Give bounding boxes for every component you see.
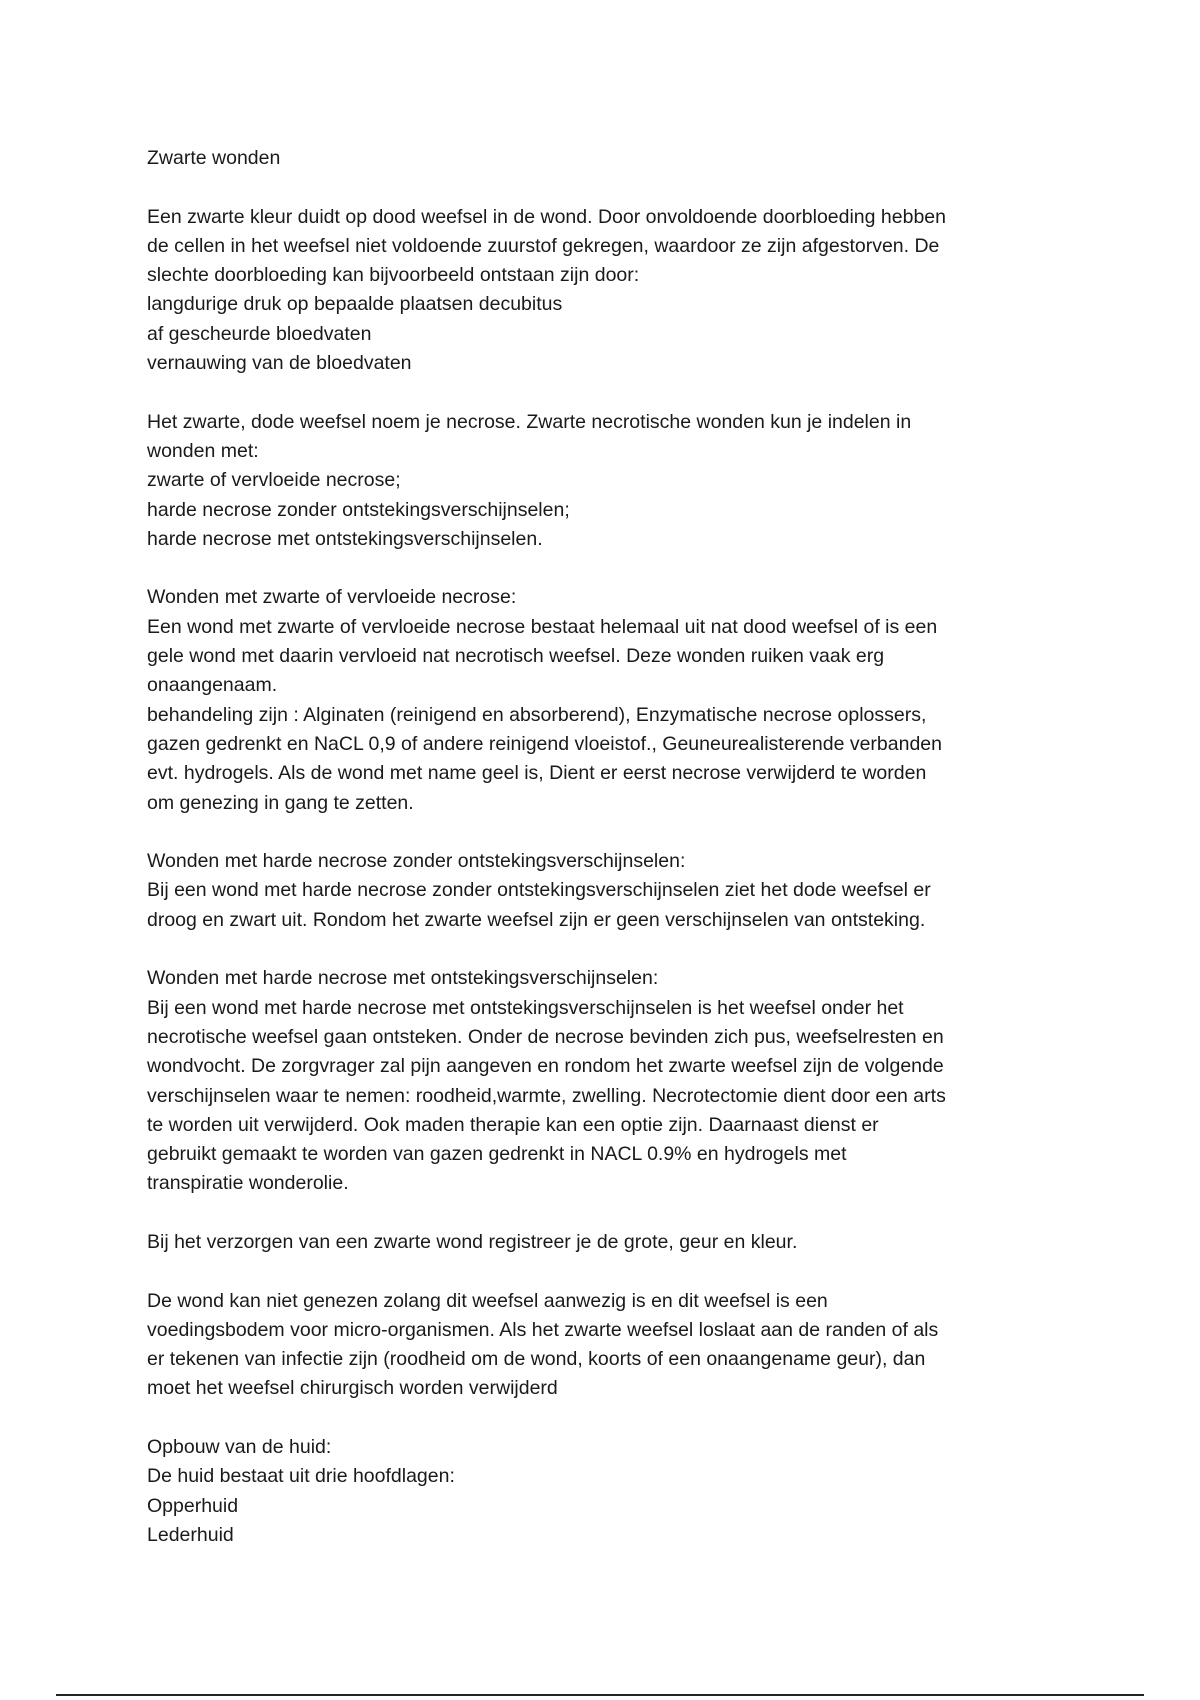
text-line: te worden uit verwijderd. Ook maden therapie kan een optie zijn. Daarnaast dienst er (147, 1113, 879, 1136)
section-heading: Wonden met harde necrose zonder ontstekingsverschijnselen: (147, 850, 686, 873)
section-heading: Wonden met zwarte of vervloeide necrose: (147, 586, 517, 609)
paragraph-gap (147, 554, 1077, 583)
text-line: gazen gedrenkt en NaCL 0,9 of andere reinigend vloeistof., Geuneurealisterende verbanden (147, 732, 942, 755)
paragraph-vervloeide-necrose (147, 583, 1077, 817)
list-item: zwarte of vervloeide necrose; (147, 469, 401, 492)
text-line: Een zwarte kleur duidt op dood weefsel in de wond. Door onvoldoende doorbloeding hebben (147, 205, 946, 228)
text-line: Bij het verzorgen van een zwarte wond registreer je de grote, geur en kleur. (147, 1230, 798, 1253)
text-line: Het zwarte, dode weefsel noem je necrose. Zwarte necrotische wonden kun je indelen in (147, 410, 912, 433)
paragraph-verzorgen (147, 1228, 1077, 1257)
text-line: de cellen in het weefsel niet voldoende zuurstof gekregen, waardoor ze zijn afgestorven. De (147, 234, 940, 257)
document-title: Zwarte wonden (147, 147, 281, 169)
text-line: slechte doorbloeding kan bijvoorbeeld ontstaan zijn door: (147, 264, 640, 287)
paragraph-harde-necrose-met (147, 964, 1077, 1198)
paragraph-gap (147, 935, 1077, 964)
text-line: necrotische weefsel gaan ontsteken. Onder de necrose bevinden zich pus, weefselresten en (147, 1025, 944, 1048)
list-item: langdurige druk op bepaalde plaatsen decubitus (147, 293, 563, 316)
paragraph-genezing (147, 1287, 1077, 1404)
text-line: Bij een wond met harde necrose zonder ontstekingsverschijnselen ziet het dode weefsel er (147, 879, 931, 902)
text-line: verschijnselen waar te nemen: roodheid,warmte, zwelling. Necrotectomie dient door een arts (147, 1084, 946, 1107)
paragraph-gap (147, 1257, 1077, 1286)
text-line: transpiratie wonderolie. (147, 1172, 349, 1195)
text-line: onaangenaam. (147, 674, 278, 697)
paragraph-necrose-types (147, 408, 1077, 554)
list-item: harde necrose met ontstekingsverschijnselen. (147, 527, 543, 550)
section-heading: Opbouw van de huid: (147, 1436, 332, 1459)
document-page (147, 144, 1077, 1550)
list-item: harde necrose zonder ontstekingsverschijnselen; (147, 498, 570, 521)
text-line: droog en zwart uit. Rondom het zwarte weefsel zijn er geen verschijnselen van ontsteking. (147, 908, 926, 931)
paragraph-opbouw-huid (147, 1433, 1077, 1550)
text-line: gebruikt gemaakt te worden van gazen gedrenkt in NACL 0.9% en hydrogels met (147, 1143, 847, 1166)
list-item: Lederhuid (147, 1523, 234, 1546)
text-line: voedingsbodem voor micro-organismen. Als het zwarte weefsel loslaat aan de randen of als (147, 1318, 939, 1341)
text-line: gele wond met daarin vervloeid nat necrotisch weefsel. Deze wonden ruiken vaak erg (147, 645, 885, 668)
paragraph-intro (147, 203, 1077, 379)
text-line: moet het weefsel chirurgisch worden verwijderd (147, 1377, 558, 1400)
paragraph-gap (147, 1199, 1077, 1228)
paragraph-gap (147, 1404, 1077, 1433)
text-line: er tekenen van infectie zijn (roodheid om de wond, koorts of een onaangename geur), dan (147, 1348, 926, 1371)
paragraph-gap (147, 378, 1077, 407)
list-item: vernauwing van de bloedvaten (147, 352, 412, 375)
section-heading: Wonden met harde necrose met ontstekingsverschijnselen: (147, 967, 659, 990)
text-line: De wond kan niet genezen zolang dit weefsel aanwezig is en dit weefsel is een (147, 1289, 828, 1312)
text-line: Een wond met zwarte of vervloeide necrose bestaat helemaal uit nat dood weefsel of is een (147, 615, 938, 638)
text-line: Bij een wond met harde necrose met ontstekingsverschijnselen is het weefsel onder het (147, 996, 904, 1019)
text-line: wonden met: (147, 439, 259, 462)
paragraph-harde-necrose-zonder (147, 847, 1077, 935)
list-item: af gescheurde bloedvaten (147, 322, 372, 345)
text-line: De huid bestaat uit drie hoofdlagen: (147, 1465, 455, 1488)
text-line: behandeling zijn : Alginaten (reinigend en absorberend), Enzymatische necrose oplossers, (147, 703, 927, 726)
list-item: Opperhuid (147, 1494, 239, 1517)
footer-divider (56, 1694, 1144, 1696)
paragraph-gap (147, 818, 1077, 847)
text-line: om genezing in gang te zetten. (147, 791, 414, 814)
text-line: evt. hydrogels. Als de wond met name geel is, Dient er eerst necrose verwijderd te worden (147, 762, 927, 785)
paragraph-gap (147, 173, 1077, 202)
text-line: wondvocht. De zorgvrager zal pijn aangeven en rondom het zwarte weefsel zijn de volgende (147, 1055, 944, 1078)
